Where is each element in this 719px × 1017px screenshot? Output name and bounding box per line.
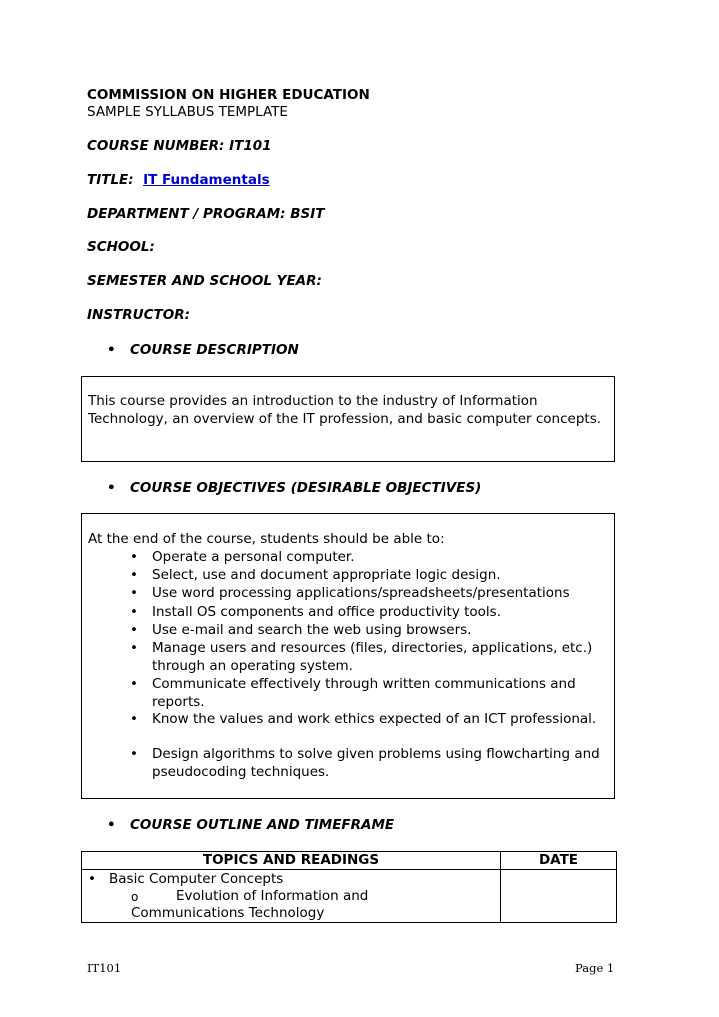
sub-bullet-icon: o xyxy=(131,890,139,904)
objective-item: • Manage users and resources (files, directories, applications, etc.) through an operating system. xyxy=(130,640,593,674)
table-header-row xyxy=(82,852,617,870)
objective-item: • Design algorithms to solve given problems using flowcharting and pseudocoding techniques. xyxy=(130,746,600,780)
title-link[interactable]: IT Fundamentals xyxy=(143,172,270,188)
objective-item: • Know the values and work ethics expected of an ICT professional. xyxy=(130,711,597,727)
objective-item: • Select, use and document appropriate logic design. xyxy=(130,567,501,583)
semester-field: SEMESTER AND SCHOOL YEAR: xyxy=(87,273,322,289)
column-header-topics: TOPICS AND READINGS xyxy=(82,852,501,870)
bullet-icon: • xyxy=(107,480,116,496)
instructor-field: INSTRUCTOR: xyxy=(87,307,190,323)
course-objectives-box xyxy=(81,513,615,799)
date-cell xyxy=(501,870,617,923)
objective-item: • Communicate effectively through written communications and reports. xyxy=(130,676,576,710)
department-program: DEPARTMENT / PROGRAM: BSIT xyxy=(87,206,325,222)
subtopic-line-2: Communications Technology xyxy=(131,905,325,921)
objective-item: • Operate a personal computer. xyxy=(130,549,355,565)
title-row xyxy=(87,172,270,189)
course-number: COURSE NUMBER: IT101 xyxy=(87,138,272,154)
footer-page-number: Page 1 xyxy=(575,961,615,975)
objective-item: • Use word processing applications/spreadsheets/presentations xyxy=(130,585,570,601)
bullet-icon: • xyxy=(107,817,116,833)
subtopic-line-1: Evolution of Information and xyxy=(176,888,369,904)
column-header-date: DATE xyxy=(501,852,617,870)
school-field: SCHOOL: xyxy=(87,239,155,255)
course-outline-table xyxy=(81,851,617,923)
course-description-text: This course provides an introduction to the industry of Information Technology, an overview of the IT profession, and basic computer concepts. xyxy=(88,393,602,427)
commission-heading: COMMISSION ON HIGHER EDUCATION xyxy=(87,87,370,103)
footer-course-code: IT101 xyxy=(87,961,122,975)
course-description-box xyxy=(81,376,615,462)
objective-item: • Use e-mail and search the web using browsers. xyxy=(130,622,472,638)
objectives-intro: At the end of the course, students should be able to: xyxy=(88,531,445,547)
course-outline-heading: • COURSE OUTLINE AND TIMEFRAME xyxy=(107,817,395,833)
bullet-icon: • xyxy=(107,342,116,358)
topic-cell xyxy=(82,870,501,923)
table-row xyxy=(82,870,617,923)
topic-text: Basic Computer Concepts xyxy=(109,871,284,887)
course-objectives-heading: • COURSE OBJECTIVES (DESIRABLE OBJECTIVES) xyxy=(107,480,482,496)
title-label: TITLE: xyxy=(87,172,134,188)
bullet-icon: • xyxy=(88,871,96,887)
course-description-heading: • COURSE DESCRIPTION xyxy=(107,342,299,358)
template-subheading: SAMPLE SYLLABUS TEMPLATE xyxy=(87,104,288,120)
objective-item: • Install OS components and office productivity tools. xyxy=(130,604,502,620)
